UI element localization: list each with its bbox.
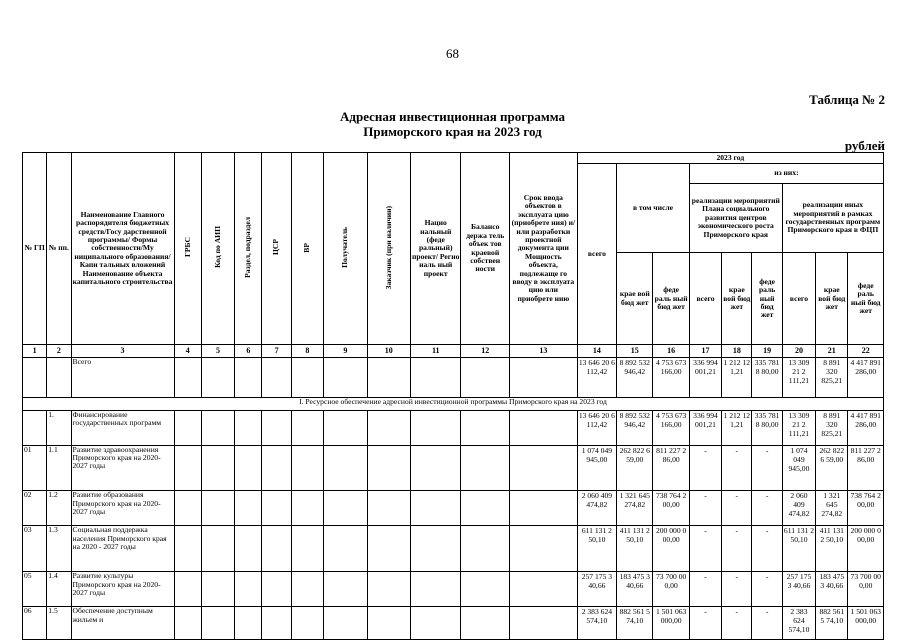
section-row [23,397,884,410]
empty-cell [291,572,323,607]
empty-cell [410,445,461,491]
section-title: I. Ресурсное обеспечение адресной инвестиционной программы Приморского края на 2023 год [23,397,884,410]
empty-cell [262,607,291,640]
empty-cell [201,491,234,526]
empty-cell [262,491,291,526]
empty-cell [324,572,367,607]
table-row [23,607,884,640]
header-plan-federal: феде раль ный бюд жет [752,253,782,345]
column-number: 19 [752,345,782,358]
amount-cell: - [722,445,752,491]
empty-cell [461,358,510,397]
empty-cell [410,491,461,526]
empty-cell [201,445,234,491]
empty-cell [461,572,510,607]
amount-cell: 2 383 624 574,10 [577,607,616,640]
column-number: 21 [816,345,848,358]
empty-cell [367,358,410,397]
empty-cell [410,526,461,572]
header-recipient: Получатель [324,153,367,345]
amount-cell: 336 994 001,21 [689,410,721,445]
amount-cell: 183 475 3 40,66 [816,572,848,607]
data-rows [23,358,884,640]
empty-cell [174,445,201,491]
header-total: всего [577,163,616,344]
empty-cell [367,526,410,572]
header-year: 2023 год [577,153,883,164]
page-number: 68 [446,46,459,61]
amount-cell: 73 700 00 0,00 [848,572,884,607]
header-customer: Заказчик (при наличии) [367,153,410,345]
empty-cell [461,526,510,572]
amount-cell: 262 822 6 59,00 [816,445,848,491]
empty-cell [291,410,323,445]
pp-number-cell: 1.4 [47,572,71,607]
empty-cell [461,491,510,526]
empty-cell [291,445,323,491]
header-balance-holder: Балансо держа тель объек тов краевой собствен ности [461,153,510,345]
amount-cell: 335 781 8 80,00 [752,358,782,397]
empty-cell [201,607,234,640]
table-row [23,572,884,607]
amount-cell: 4 417 891 286,00 [848,358,884,397]
table-number: Таблица № 2 [809,92,885,107]
empty-cell [367,607,410,640]
table-row [23,526,884,572]
empty-cell [174,572,201,607]
column-number: 15 [617,345,653,358]
pp-number-cell: 1.5 [47,607,71,640]
title-line-2: Приморского края на 2023 год [363,124,542,139]
empty-cell [509,410,577,445]
object-name-cell: Социальная поддержка населения Приморского края на 2020 - 2027 годы [71,526,174,572]
gp-number-cell: 03 [23,526,47,572]
empty-cell [461,445,510,491]
header-plan-regional: крае вой бюд жет [722,253,752,345]
empty-cell [174,410,201,445]
empty-cell [324,358,367,397]
amount-cell: 13 309 21 2 111,21 [782,410,815,445]
header-other-total: всего [782,253,815,345]
empty-cell [461,607,510,640]
empty-cell [509,358,577,397]
empty-cell [235,607,262,640]
column-number: 4 [174,345,201,358]
table-row [23,445,884,491]
amount-cell: 411 131 2 50,10 [816,526,848,572]
amount-cell: 73 700 00 0,00 [653,572,689,607]
empty-cell [201,572,234,607]
empty-cell [410,410,461,445]
amount-cell: 1 321 645 274,82 [816,491,848,526]
empty-cell [367,572,410,607]
empty-cell [262,526,291,572]
object-name-cell: Развитие культуры Приморского края на 2020-2027 годы [71,572,174,607]
amount-cell: 1 212 12 1,21 [722,410,752,445]
empty-cell [262,445,291,491]
amount-cell: 2 383 624 574,10 [782,607,815,640]
empty-cell [291,526,323,572]
empty-cell [509,572,577,607]
header-csr: ЦСР [262,153,291,345]
empty-cell [174,526,201,572]
units-label: рублей [844,138,885,153]
amount-cell: 200 000 0 00,00 [848,526,884,572]
column-number: 18 [722,345,752,358]
empty-cell [174,491,201,526]
column-number: 8 [291,345,323,358]
empty-cell [324,607,367,640]
header-aip-code: Код по АИП [201,153,234,345]
amount-cell: - [689,491,721,526]
empty-cell [291,358,323,397]
amount-cell: 411 131 2 50,10 [617,526,653,572]
empty-cell [235,410,262,445]
amount-cell: 8 891 320 825,21 [816,358,848,397]
empty-cell [324,526,367,572]
amount-cell: - [752,445,782,491]
amount-cell: 2 060 409 474,82 [577,491,616,526]
pp-number-cell [47,358,71,397]
header-federal-budget: феде раль ный бюд жет [653,253,689,345]
empty-cell [324,491,367,526]
gp-number-cell: 01 [23,445,47,491]
empty-cell [235,445,262,491]
object-name-cell: Всего [71,358,174,397]
amount-cell: 200 000 0 00,00 [653,526,689,572]
header-vr: ВР [291,153,323,345]
column-number: 10 [367,345,410,358]
gp-number-cell: 02 [23,491,47,526]
column-number: 13 [509,345,577,358]
header-plan-total: всего [689,253,721,345]
column-number: 14 [577,345,616,358]
empty-cell [461,410,510,445]
object-name-cell: Развитие образования Приморского края на 2020-2027 годы [71,491,174,526]
table-row [23,358,884,397]
empty-cell [410,572,461,607]
amount-cell: 1 501 063 000,00 [848,607,884,640]
header-section: Раздел, подраздел [235,153,262,345]
amount-cell: 1 212 12 1,21 [722,358,752,397]
amount-cell: 811 227 2 86,00 [653,445,689,491]
amount-cell: 882 561 5 74,10 [816,607,848,640]
empty-cell [324,410,367,445]
amount-cell: 611 131 2 50,10 [782,526,815,572]
column-number: 7 [262,345,291,358]
pp-number-cell: 1.3 [47,526,71,572]
amount-cell: - [722,526,752,572]
amount-cell: 335 781 8 80,00 [752,410,782,445]
gp-number-cell: 05 [23,572,47,607]
gp-number-cell [23,358,47,397]
pp-number-cell: 1.2 [47,491,71,526]
empty-cell [509,607,577,640]
gp-number-cell: 06 [23,607,47,640]
column-number: 5 [201,345,234,358]
object-name-cell: Финансирование государственных программ [71,410,174,445]
column-number: 9 [324,345,367,358]
pp-number-cell: 1. [47,410,71,445]
amount-cell: 1 501 063 000,00 [653,607,689,640]
gp-number-cell [23,410,47,445]
empty-cell [262,572,291,607]
column-number: 17 [689,345,721,358]
column-number: 12 [461,345,510,358]
header-of-them: из них: [689,163,883,183]
column-number: 20 [782,345,815,358]
empty-cell [201,358,234,397]
amount-cell: 738 764 2 00,00 [653,491,689,526]
amount-cell: 4 417 891 286,00 [848,410,884,445]
amount-cell: - [689,445,721,491]
header-other-regional: крае вой бюд жет [816,253,848,345]
empty-cell [235,526,262,572]
title-line-1: Адресная инвестиционная программа [340,109,565,124]
table-row [23,410,884,445]
column-number: 1 [23,345,47,358]
amount-cell: 1 321 645 274,82 [617,491,653,526]
amount-cell: 1 074 049 945,00 [782,445,815,491]
column-number: 22 [848,345,884,358]
amount-cell: - [689,607,721,640]
amount-cell: - [752,491,782,526]
object-name-cell: Развитие здравоохранения Приморского края на 2020-2027 годы [71,445,174,491]
header-other-events: реализации иных мероприятий в рамках государственных программ Приморского края в ФЦП [782,183,883,253]
table-row [23,491,884,526]
amount-cell: 262 822 6 59,00 [617,445,653,491]
empty-cell [367,491,410,526]
empty-cell [291,491,323,526]
amount-cell: - [752,607,782,640]
column-number: 2 [47,345,71,358]
empty-cell [235,491,262,526]
header-national-project: Нацио нальный (феде ральный) проект/ Регио наль ный проект [410,153,461,345]
amount-cell: - [752,526,782,572]
amount-cell: 336 994 001,21 [689,358,721,397]
amount-cell: - [752,572,782,607]
object-name-cell: Обеспечение доступным жильем и [71,607,174,640]
investment-program-table [22,152,884,640]
header-regional-budget: крае вой бюд жет [617,253,653,345]
amount-cell: 4 753 673 166,00 [653,358,689,397]
column-number: 11 [410,345,461,358]
empty-cell [324,445,367,491]
amount-cell: 8 892 532 946,42 [617,358,653,397]
amount-cell: 882 561 5 74,10 [617,607,653,640]
column-number: 3 [71,345,174,358]
amount-cell: 811 227 2 86,00 [848,445,884,491]
empty-cell [174,358,201,397]
header-plan-events: реализации мероприятий Плана социального развития центров экономического роста Приморского края [689,183,782,253]
amount-cell: - [722,607,752,640]
header-deadline: Срок ввода объектов в эксплуата цию (приобрете ния) и/или разработки проектной документа ции Мощность объекта, подлежаще го вводу в эксплуата цию или приобрете нию [509,153,577,345]
column-number: 16 [653,345,689,358]
amount-cell: 257 175 3 40,66 [577,572,616,607]
amount-cell: 8 891 320 825,21 [816,410,848,445]
empty-cell [509,526,577,572]
header-including: в том числе [617,163,690,253]
amount-cell: 183 475 3 40,66 [617,572,653,607]
column-number: 6 [235,345,262,358]
amount-cell: 13 646 20 6 112,42 [577,358,616,397]
empty-cell [509,491,577,526]
empty-cell [201,410,234,445]
amount-cell: 4 753 673 166,00 [653,410,689,445]
amount-cell: - [722,572,752,607]
empty-cell [262,358,291,397]
amount-cell: 13 309 21 2 111,21 [782,358,815,397]
empty-cell [410,358,461,397]
amount-cell: 257 175 3 40,66 [782,572,815,607]
header-gp-no: № ГП [23,153,47,345]
amount-cell: - [689,526,721,572]
column-number-row [23,345,884,358]
header-other-federal: феде раль ный бюд жет [848,253,884,345]
empty-cell [235,572,262,607]
empty-cell [410,607,461,640]
amount-cell: 2 060 409 474,82 [782,491,815,526]
amount-cell: 8 892 532 946,42 [617,410,653,445]
empty-cell [367,445,410,491]
amount-cell: - [722,491,752,526]
empty-cell [235,358,262,397]
empty-cell [291,607,323,640]
empty-cell [509,445,577,491]
empty-cell [367,410,410,445]
amount-cell: 738 764 2 00,00 [848,491,884,526]
amount-cell: 611 131 2 50,10 [577,526,616,572]
empty-cell [262,410,291,445]
empty-cell [174,607,201,640]
amount-cell: 13 646 20 6 112,42 [577,410,616,445]
header-pp-no: № пп. [47,153,71,345]
header-name: Наименование Главного распорядителя бюджетных средств/Госу дарственной программы/ Формы собственности/Му ниципального образования/Капи тальных вложений Наименование объекта капитального строительства [71,153,174,345]
pp-number-cell: 1.1 [47,445,71,491]
amount-cell: - [689,572,721,607]
amount-cell: 1 074 049 945,00 [577,445,616,491]
empty-cell [201,526,234,572]
header-grbs: ГРБС [174,153,201,345]
